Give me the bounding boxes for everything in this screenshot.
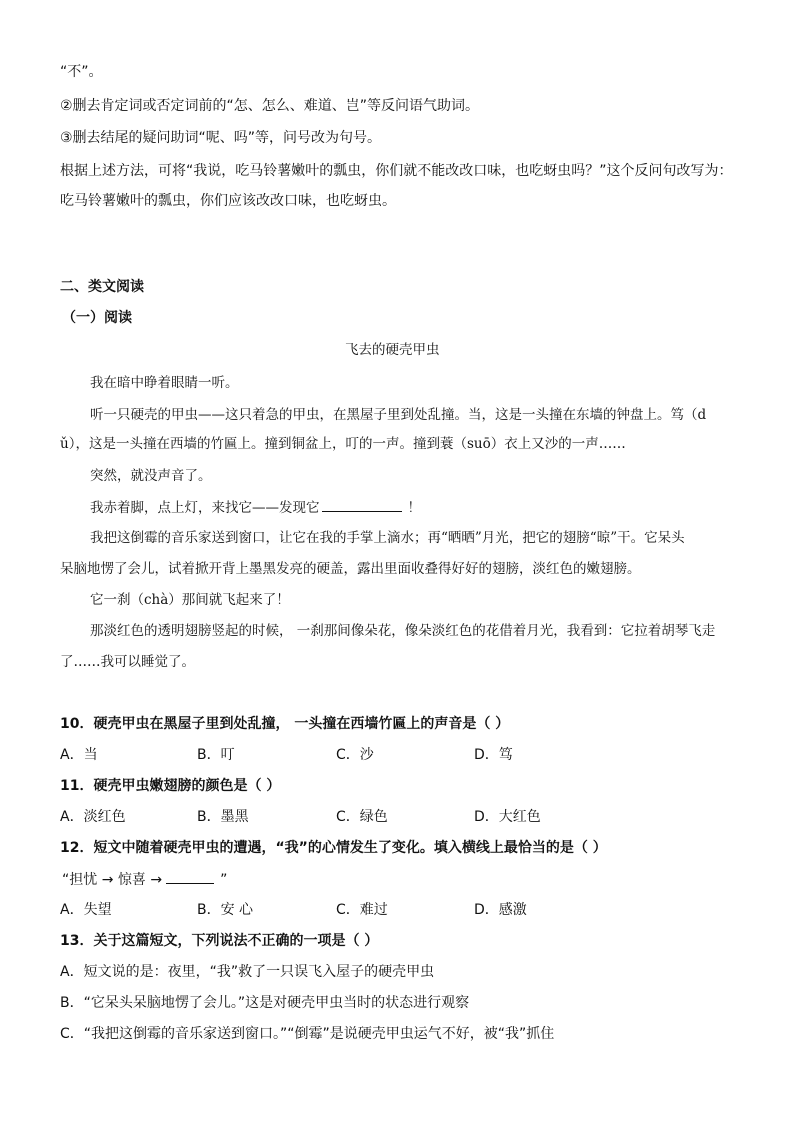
story-paragraph-1: 我在暗中睁着眼睛一听。 <box>90 375 239 391</box>
question-12-sequence-end: ” <box>220 872 228 888</box>
question-12-option-c[interactable]: C．难过 <box>336 902 388 918</box>
answer-blank[interactable] <box>322 497 402 512</box>
question-11-option-a[interactable]: A．淡红色 <box>60 809 126 825</box>
question-12-option-a[interactable]: A．失望 <box>60 902 112 918</box>
question-10-option-b[interactable]: B．叮 <box>197 747 235 763</box>
intro-line-4: 根据上述方法，可将“我说，吃马铃薯嫩叶的瓢虫，你们就不能改改口味，也吃蚜虫吗？”这个反问句改写为： <box>60 163 733 179</box>
intro-line-5: 吃马铃薯嫩叶的瓢虫，你们应该改改口味，也吃蚜虫。 <box>60 193 396 209</box>
story-paragraph-5a: 我把这倒霉的音乐家送到窗口，让它在我的手掌上滴水；再“晒晒”月光，把它的翅膀“晾”干。它呆头 <box>90 530 685 546</box>
question-12-option-b[interactable]: B．安 心 <box>197 902 254 918</box>
question-11-option-d[interactable]: D．大红色 <box>474 809 541 825</box>
question-10-stem: 10．硬壳甲虫在黑屋子里到处乱撞， 一头撞在西墙竹匾上的声音是（ ） <box>60 716 510 732</box>
story-paragraph-4 <box>90 497 421 518</box>
section-heading: 二、类文阅读 <box>60 279 144 295</box>
question-12-stem: 12．短文中随着硬壳甲虫的遭遇，“我”的心情发生了变化。填入横线上最恰当的是（ ） <box>60 840 607 856</box>
question-11-stem: 11．硬壳甲虫嫩翅膀的颜色是（ ） <box>60 778 281 794</box>
question-10-option-a[interactable]: A．当 <box>60 747 98 763</box>
intro-line-1: “不”。 <box>60 64 103 80</box>
question-13-stem: 13．关于这篇短文，下列说法不正确的一项是（ ） <box>60 933 379 949</box>
question-12-blank[interactable] <box>166 869 214 884</box>
question-13-option-b[interactable]: B．“它呆头呆脑地愣了会儿。”这是对硬壳甲虫当时的状态进行观察 <box>60 995 470 1011</box>
question-12-sequence-text: “担忧 → 惊喜 → <box>62 872 163 888</box>
story-paragraph-2a: 听一只硬壳的甲虫——这只着急的甲虫，在黑屋子里到处乱撞。当，这是一头撞在东墙的钟盘上。笃（d <box>90 407 707 423</box>
story-paragraph-3: 突然，就没声音了。 <box>90 468 212 484</box>
intro-line-3: ③删去结尾的疑问助词“呢、吗”等，问号改为句号。 <box>60 130 382 146</box>
question-12-sequence <box>62 869 227 890</box>
story-paragraph-2b: ǔ），这是一头撞在西墙的竹匾上。撞到铜盆上，叮的一声。撞到蓑（suō）衣上又沙的一声…… <box>60 436 626 452</box>
question-11-option-c[interactable]: C．绿色 <box>336 809 388 825</box>
question-12-option-d[interactable]: D．感激 <box>474 902 527 918</box>
intro-line-2: ②删去肯定词或否定词前的“怎、怎么、难道、岂”等反问语气助词。 <box>60 98 480 114</box>
story-paragraph-7a: 那淡红色的透明翅膀竖起的时候， 一刹那间像朵花，像朵淡红色的花借着月光，我看到：它拉着胡琴飞走 <box>90 623 716 639</box>
story-paragraph-4-end: ！ <box>407 500 421 516</box>
question-11-option-b[interactable]: B．墨黑 <box>197 809 249 825</box>
story-title: 飞去的硬壳甲虫 <box>345 342 440 358</box>
question-13-option-a[interactable]: A．短文说的是：夜里，“我”救了一只误飞入屋子的硬壳甲虫 <box>60 964 435 980</box>
section-subheading: （一）阅读 <box>62 310 132 326</box>
question-13-option-c[interactable]: C．“我把这倒霉的音乐家送到窗口。”“倒霉”是说硬壳甲虫运气不好，被“我”抓住 <box>60 1026 555 1042</box>
story-paragraph-6: 它一刹（chà）那间就飞起来了！ <box>90 592 290 608</box>
question-10-option-d[interactable]: D．笃 <box>474 747 513 763</box>
story-paragraph-4-text: 我赤着脚，点上灯，来找它——发现它 <box>90 500 320 516</box>
story-paragraph-5b: 呆脑地愣了会儿，试着掀开背上墨黑发亮的硬盖，露出里面收叠得好好的翅膀，淡红色的嫩翅膀。 <box>60 561 641 577</box>
question-10-option-c[interactable]: C．沙 <box>336 747 374 763</box>
story-paragraph-7b: 了……我可以睡觉了。 <box>60 654 195 670</box>
